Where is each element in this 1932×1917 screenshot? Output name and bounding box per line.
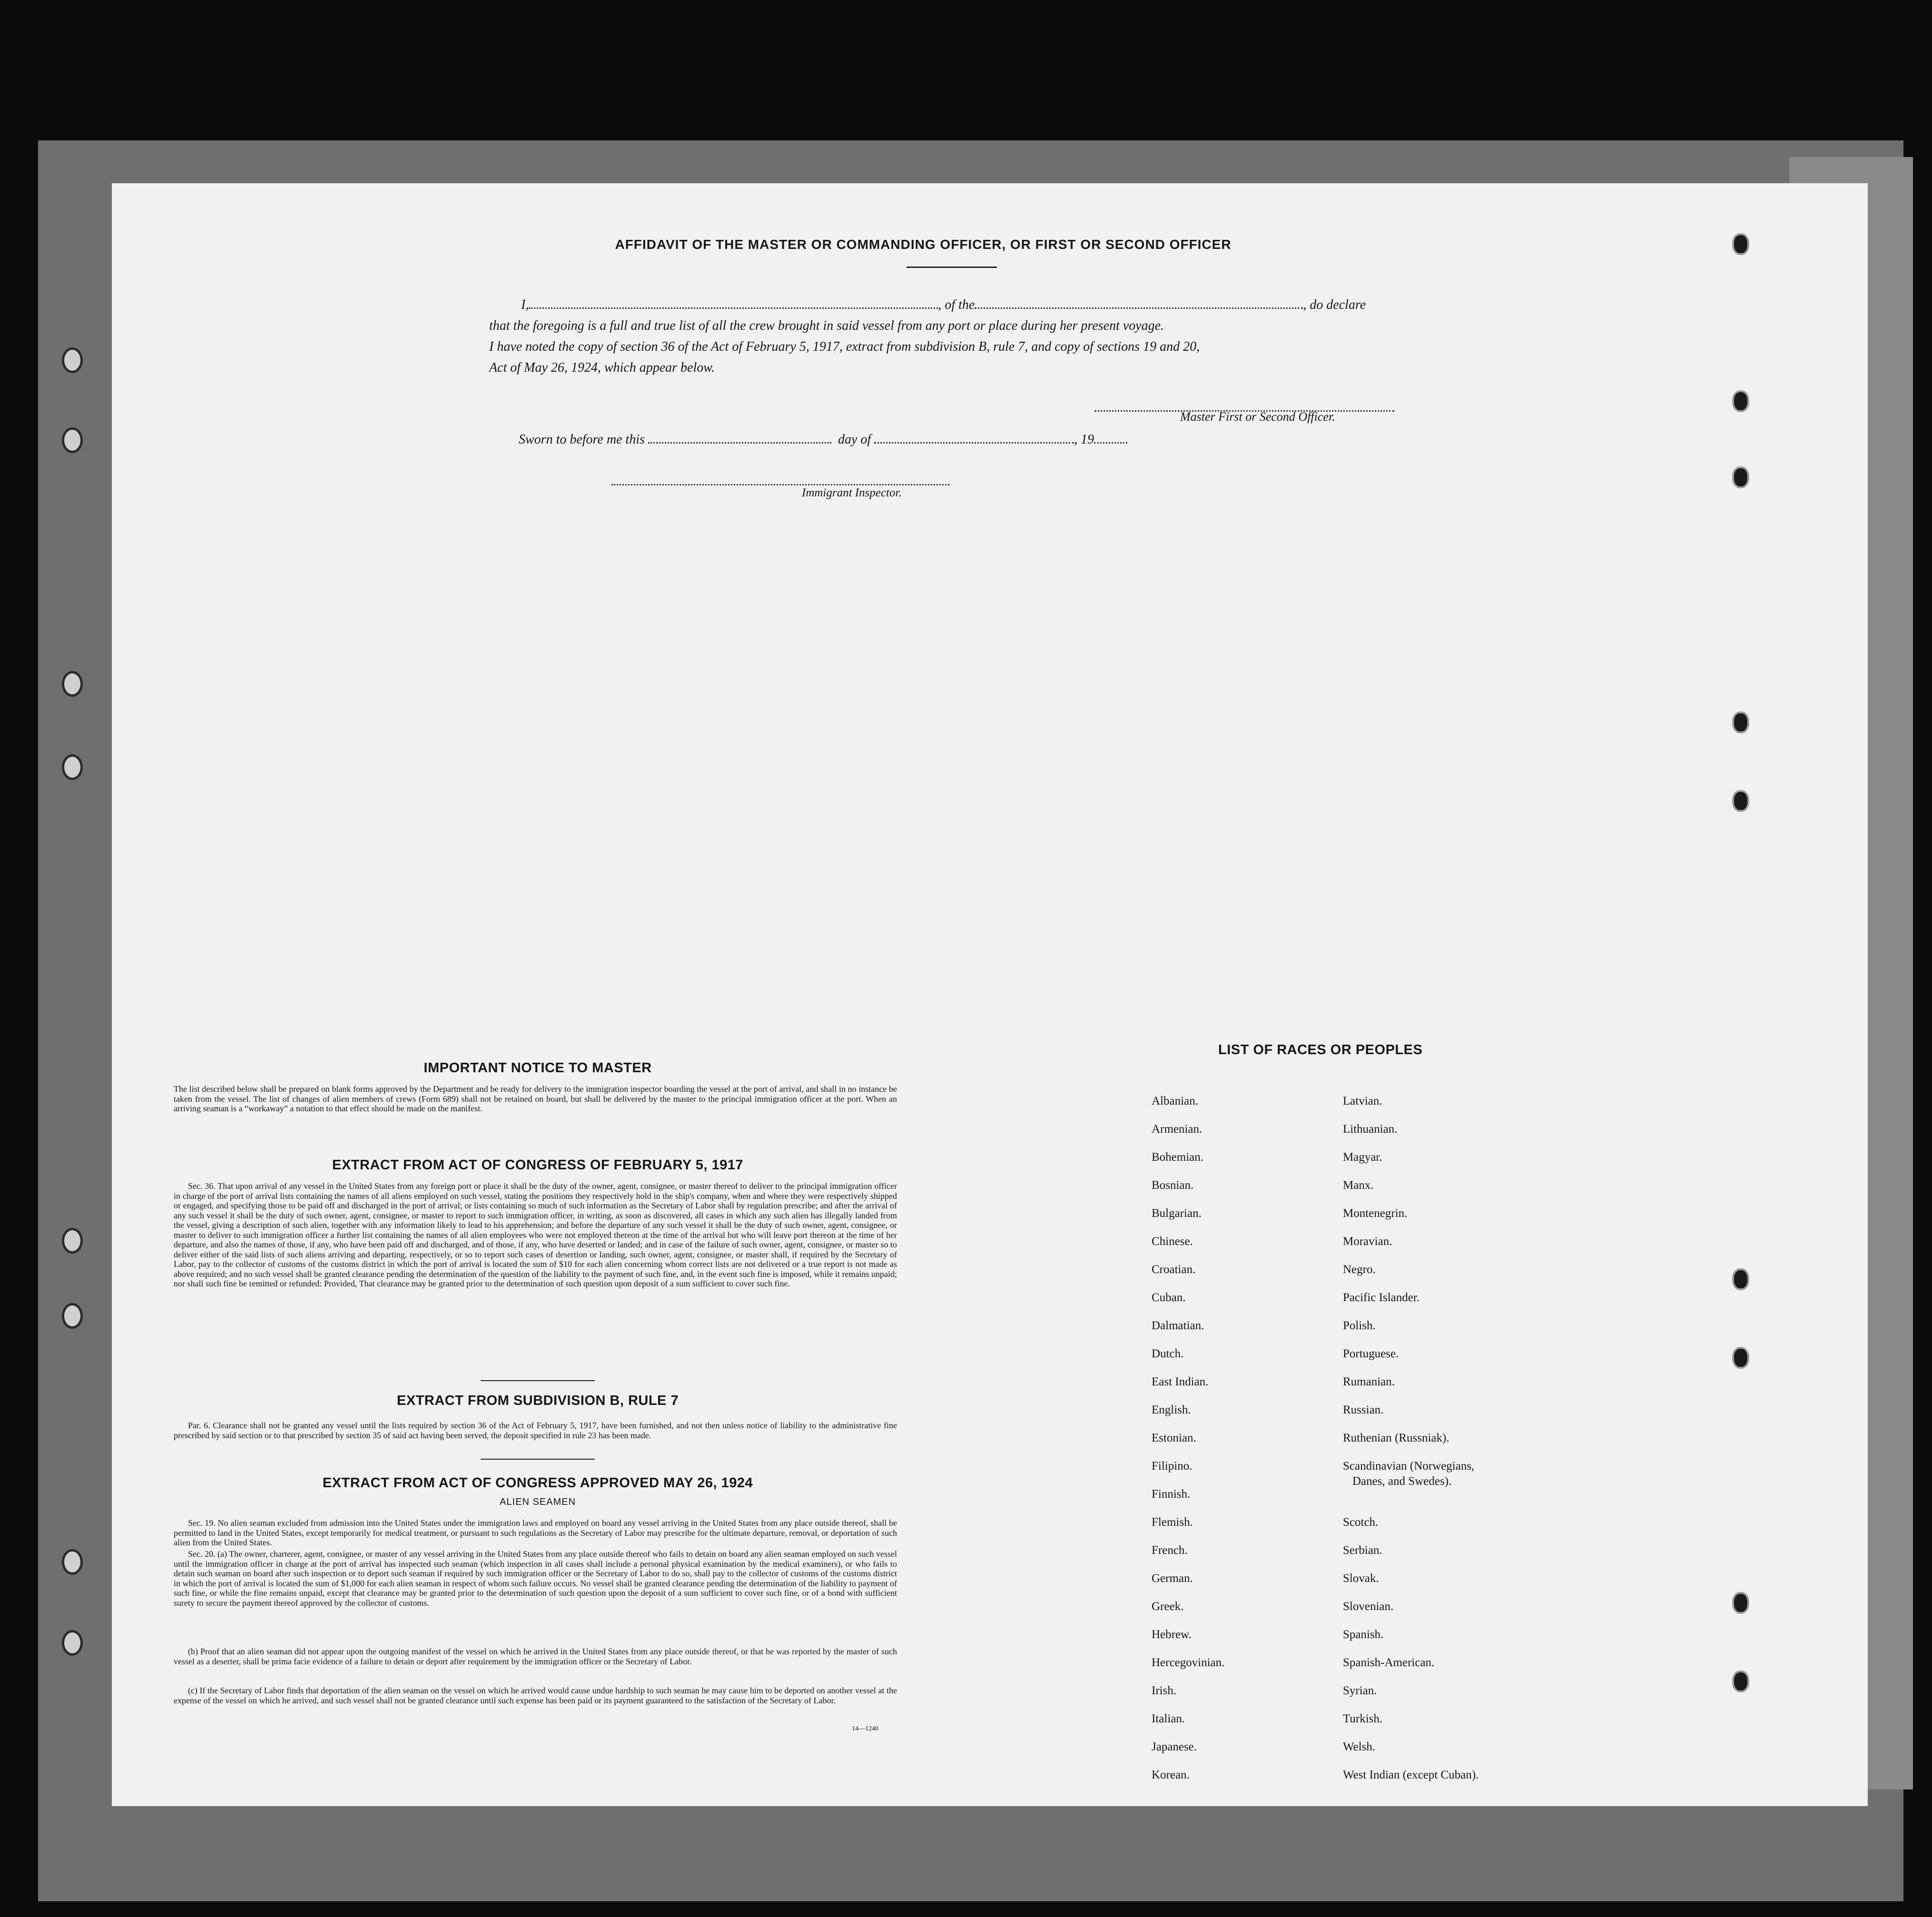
notice-body: The list described below shall be prepared on blank forms approved by the Department and be ready for delivery to the immigration inspector boarding the vessel at the port of arrival, and shall in no instance be taken from the vessel. The list of changes of alien members of crews (Form 689) shall not be retained on board, but shall be delivered by the master to the principal immigration officer at the port. When an arriving seaman is a “workaway” a notation to that effect should be made on the manifest. [174, 1084, 897, 1113]
race-item: Dalmatian. [1152, 1319, 1204, 1332]
affidavit-of-the: , of the [938, 297, 975, 312]
extract-1924-title: EXTRACT FROM ACT OF CONGRESS APPROVED MAY 26, 1924 [322, 1475, 753, 1491]
affidavit-line-4: Act of May 26, 1924, which appear below. [489, 360, 715, 375]
sec-20c-text: (c) If the Secretary of Labor finds that deportation of the alien seaman on the vessel on which he arrived would cause undue hardship to such seaman he may cause him to be deported on another vessel at the expense of the vessel on which he arrived, and such vessel shall not be granted clearance until such expense has been paid or its payment guaranteed to the satisfaction of the Secretary of Labor. [174, 1686, 897, 1705]
race-item: Albanian. [1152, 1095, 1198, 1107]
ring-hole [1732, 1268, 1749, 1290]
race-item: Magyar. [1343, 1151, 1382, 1164]
race-item: Pacific Islander. [1343, 1291, 1420, 1304]
notice-title: IMPORTANT NOTICE TO MASTER [424, 1060, 652, 1076]
races-title: LIST OF RACES OR PEOPLES [1218, 1042, 1423, 1057]
ring-hole [1732, 790, 1749, 812]
extract-1924-subtitle: ALIEN SEAMEN [500, 1497, 576, 1507]
ring-hole [1732, 1670, 1749, 1692]
sworn-year: , 19 [1074, 432, 1094, 447]
vessel-blank[interactable] [975, 297, 1303, 309]
race-item: Japanese. [1152, 1740, 1197, 1753]
form-number: 14—1240 [852, 1725, 878, 1732]
affidavit-title: AFFIDAVIT OF THE MASTER OR COMMANDING OFFICER, OR FIRST OR SECOND OFFICER [615, 237, 1232, 252]
sec-19-text: Sec. 19. No alien seaman excluded from admission into the United States under the immigration laws and employed on board any vessel arriving in the United States from any place outside thereof, shall be permitted to land in the United States, except temporarily for medical treatment, or pursuant to such regulations as the Secretary of Labor may prescribe for the ultimate departure, removal, or deportation of such alien from the United States. [174, 1518, 897, 1547]
inspector-label: Immigrant Inspector. [802, 486, 902, 499]
ring-hole [1732, 1592, 1749, 1614]
race-item: Spanish-American. [1343, 1656, 1435, 1669]
race-item: Italian. [1152, 1712, 1185, 1725]
sworn-prefix: Sworn to before me this [519, 432, 645, 447]
race-item: Hebrew. [1152, 1628, 1192, 1641]
binder-hole [62, 1228, 83, 1254]
ring-hole [1732, 390, 1749, 412]
race-item: Cuban. [1152, 1291, 1186, 1304]
affidavit-line-3: I have noted the copy of section 36 of the Act of February 5, 1917, extract from subdivision B, rule 7, and copy of sections 19 and 20, [489, 339, 1200, 354]
affidavit-line-2: that the foregoing is a full and true list of all the crew brought in said vessel from any port or place during her present voyage. [489, 318, 1164, 333]
race-item: Moravian. [1343, 1235, 1392, 1248]
affidavit-declare: , do declare [1303, 297, 1366, 312]
race-item: East Indian. [1152, 1375, 1209, 1388]
sec-20b-text: (b) Proof that an alien seaman did not appear upon the outgoing manifest of the vessel on which he arrived in the United States from any place outside thereof, or that he was reported by the master of such vessel as a deserter, shall be prima facie evidence of a failure to detain or deport after requirement by the immigration officer or the Secretary of Labor. [174, 1647, 897, 1666]
extract-1917-title: EXTRACT FROM ACT OF CONGRESS OF FEBRUARY 5, 1917 [332, 1157, 744, 1173]
race-item: Slovak. [1343, 1572, 1379, 1585]
ring-hole [1732, 466, 1749, 488]
extract-rule7-body: Par. 6. Clearance shall not be granted any vessel until the lists required by section 36 of the Act of February 5, 1917, have been furnished, and not then unless notice of liability to the administrative fine prescribed by said section or to that prescribed by section 35 of said act having been served, the deposit specified in rule 23 has been made. [174, 1421, 897, 1440]
race-item: Scandinavian (Norwegians, [1343, 1460, 1475, 1472]
section-divider [481, 1459, 595, 1460]
sworn-day-of: day of [838, 432, 871, 447]
race-item: Serbian. [1343, 1544, 1382, 1557]
race-item: Latvian. [1343, 1095, 1382, 1107]
race-item: Bulgarian. [1152, 1207, 1202, 1220]
race-item: German. [1152, 1572, 1193, 1585]
race-item: Irish. [1152, 1684, 1177, 1697]
race-item: Polish. [1343, 1319, 1376, 1332]
binder-hole [62, 347, 83, 373]
race-item: Montenegrin. [1343, 1207, 1408, 1220]
sworn-line [519, 430, 1232, 450]
race-item: Flemish. [1152, 1516, 1193, 1529]
section-divider [481, 1380, 595, 1381]
sworn-month-blank[interactable] [874, 432, 1074, 444]
race-item: Ruthenian (Russniak). [1343, 1432, 1449, 1444]
race-item: Armenian. [1152, 1123, 1203, 1136]
affidavit-line-1 [521, 295, 1425, 315]
race-item: West Indian (except Cuban). [1343, 1769, 1479, 1781]
race-item: Finnish. [1152, 1488, 1191, 1501]
race-item: English. [1152, 1403, 1191, 1416]
race-item: Dutch. [1152, 1347, 1184, 1360]
race-item: Estonian. [1152, 1432, 1196, 1444]
sworn-day-blank[interactable] [648, 432, 831, 444]
ring-hole [1732, 711, 1749, 733]
extract-rule7-title: EXTRACT FROM SUBDIVISION B, RULE 7 [396, 1393, 679, 1408]
sec-20a-text: Sec. 20. (a) The owner, charterer, agent, consignee, or master of any vessel arriving in the United States from any place outside thereof who fails to detain on board any alien seaman employed on such vessel until the immigration officer in charge at the port of arrival has inspected such seaman (which inspection in all cases shall include a personal physical examination by the medical examiners), or who fails to detain such seaman on board after such inspection or to deport such seaman if required by such immigration officer or the Secretary of Labor to do so, shall pay to the collector of customs of the customs district in which the port of arrival is located the sum of $1,000 for each alien seaman in respect of whom such failure occurs. No vessel shall be granted clearance pending the determination of the liability to payment of such fine, or while the fine remains unpaid, except that clearance may be granted prior to the determination of such question upon the deposit of a sum sufficient to cover such fine, or of a bond with sufficient surety to secure the payment thereof approved by the collector of customs. [174, 1549, 897, 1608]
race-item: Filipino. [1152, 1460, 1193, 1472]
ring-hole [1732, 233, 1749, 255]
race-item: Greek. [1152, 1600, 1184, 1613]
race-item: Manx. [1343, 1179, 1374, 1192]
binder-hole [62, 1303, 83, 1329]
race-item: Chinese. [1152, 1235, 1193, 1248]
race-item: Hercegovinian. [1152, 1656, 1225, 1669]
race-item: Scotch. [1343, 1516, 1379, 1529]
race-item: Russian. [1343, 1403, 1384, 1416]
race-item: Negro. [1343, 1263, 1376, 1276]
sworn-year-blank[interactable] [1094, 432, 1127, 444]
race-item: Slovenian. [1343, 1600, 1394, 1613]
race-item: Spanish. [1343, 1628, 1384, 1641]
ring-hole [1732, 1347, 1749, 1369]
race-item: Lithuanian. [1343, 1123, 1398, 1136]
name-blank[interactable] [529, 297, 938, 309]
race-item: Rumanian. [1343, 1375, 1395, 1388]
binder-hole [62, 427, 83, 453]
race-item: Bohemian. [1152, 1151, 1204, 1164]
binder-hole [62, 1549, 83, 1575]
extract-1917-body: Sec. 36. That upon arrival of any vessel in the United States from any foreign port or place it shall be the duty of the owner, agent, consignee, or master thereof to deliver to the principal immigration officer in charge of the port of arrival lists containing the names of all aliens employed on such vessel, stating the positions they respectively hold in the ship's company, when and where they were respectively shipped or engaged, and specifying those to be paid off and discharged in the port of arrival; or lists containing so much of such information as the Secretary of Labor shall by regulation prescribe; and after the arrival of any such vessel it shall be the duty of such owner, agent, consignee, or master to report to such immigration officer, in writing, as soon as discovered, all cases in which any such alien has illegally landed from the vessel, giving a description of such alien, together with any information likely to lead to his apprehension; and before the departure of any such vessel it shall be the duty of such owner, agent, consignee, or master to deliver to such immigration officer a further list containing the names of all alien employees who were not employed thereon at the time of the arrival but who will leave port thereon at the time of her departure, and also the names of those, if any, who have been paid off and discharged, and of those, if any, who have deserted or landed; and in case of the failure of such owner, agent, consignee, or master so to deliver either of the said lists of such aliens arriving and departing, respectively, or so to report such cases of desertion or landing, such owner, agent, consignee, or master shall, if required by the Secretary of Labor, pay to the collector of customs of the customs district in which the port of arrival is located the sum of $10 for each alien concerning whom correct lists are not delivered or a true report is not made as above required; and no such vessel shall be granted clearance pending the determination of the question of the liability to the payment of such fine, and, in the event such fine is imposed, while it remains unpaid; nor shall such fine be remitted or refunded: Provided, That clearance may be granted prior to the determination of such question upon deposit of a sum sufficient to cover such fine. [174, 1181, 897, 1288]
race-item: Turkish. [1343, 1712, 1383, 1725]
race-item: Croatian. [1152, 1263, 1196, 1276]
binder-hole [62, 671, 83, 697]
binder-hole [62, 754, 83, 780]
race-item: French. [1152, 1544, 1188, 1557]
race-item: Korean. [1152, 1769, 1190, 1781]
master-signature-label: Master First or Second Officer. [1180, 410, 1335, 424]
binder-hole [62, 1630, 83, 1656]
race-item: Welsh. [1343, 1740, 1376, 1753]
race-item: Syrian. [1343, 1684, 1377, 1697]
affidavit-i: I, [521, 297, 529, 312]
race-item-continuation: Danes, and Swedes). [1352, 1475, 1452, 1488]
title-divider [907, 267, 997, 268]
race-item: Portuguese. [1343, 1347, 1399, 1360]
race-item: Bosnian. [1152, 1179, 1194, 1192]
